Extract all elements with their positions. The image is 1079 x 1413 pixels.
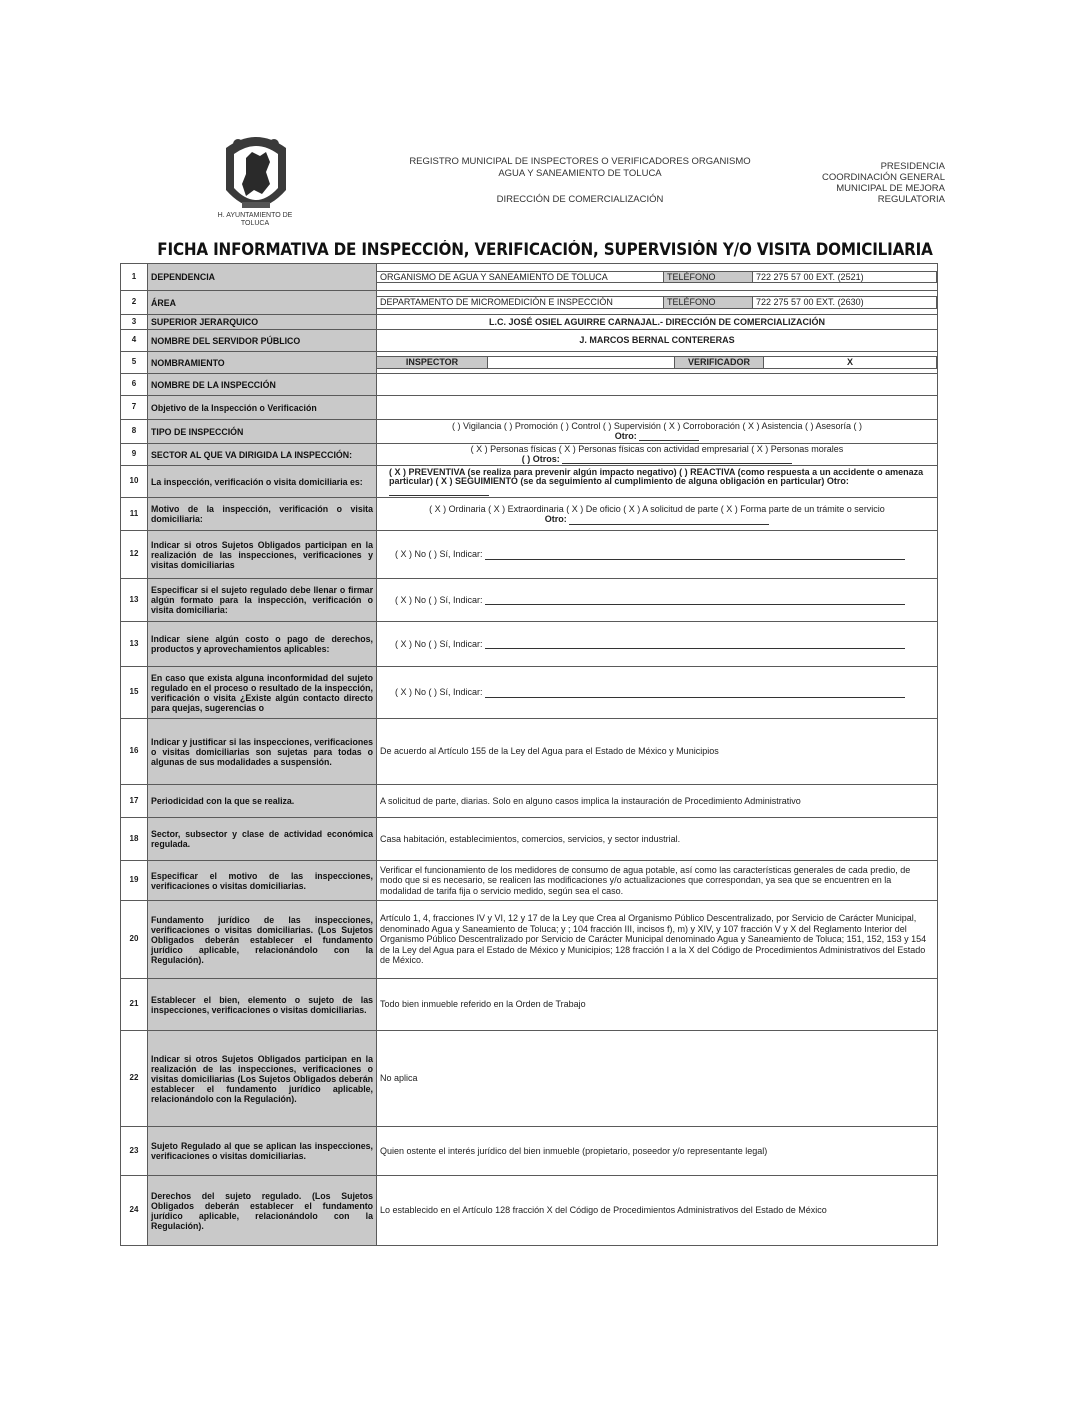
sector-other-label: ( ) Otros: bbox=[521, 454, 560, 464]
row-number: 1 bbox=[121, 264, 148, 291]
form-required-option: ( X ) No ( ) Sí, Indicar: bbox=[395, 594, 483, 605]
header-center bbox=[390, 156, 770, 206]
row-label: Motivo de la inspección, verificación o visita domiciliaria: bbox=[148, 498, 377, 531]
row-label: SECTOR AL QUE VA DIRIGIDA LA INSPECCIÓN: bbox=[148, 444, 377, 466]
form-row bbox=[121, 396, 938, 420]
document-title: FICHA INFORMATIVA DE INSPECCIÓN, VERIFICACIÓN, SUPERVISIÓN Y/O VISITA DOMICILIARIA bbox=[157, 240, 933, 259]
row-label: TIPO DE INSPECCIÓN bbox=[148, 420, 377, 444]
row-number: 2 bbox=[121, 291, 148, 315]
form-row bbox=[121, 719, 938, 785]
row-number: 10 bbox=[121, 466, 148, 498]
row-label: SUPERIOR JERARQUICO bbox=[148, 315, 377, 330]
superior-value: L.C. JOSÉ OSIEL AGUIRRE CARNAJAL.- DIRECCIÓN DE COMERCIALIZACIÓN bbox=[377, 315, 938, 330]
row-number: 24 bbox=[121, 1176, 148, 1246]
inspection-name-value bbox=[377, 374, 938, 396]
legal-basis-value: Artículo 1, 4, fracciones IV y VI, 12 y 17 de la Ley que Crea al Organismo Público Descentralizado, por Servicio de Carácter Municipal, denominado Agua y Saneamiento de Toluca; y ; 104 fracción III, incisos f), m) y XIV, y 107 fracción V y X del Reglamento Interior del Organismo Público Descentralizado por Servicio de Carácter Municipal denominado Agua y Saneamiento de Toluca; 151, 152, 153 y 154 de la Ley del Agua para el Estado de México y Municipios; 128 fracción I a la X del Código de Procedimientos Administrativos del Estado de México. bbox=[377, 901, 938, 979]
reason-value bbox=[377, 498, 938, 531]
sector-options: ( X ) Personas físicas ( X ) Personas físicas con actividad empresarial ( X ) Personas morales bbox=[470, 444, 844, 454]
form-row bbox=[121, 901, 938, 979]
row-number: 13 bbox=[121, 579, 148, 622]
header-right-line-3: MUNICIPAL DE MEJORA bbox=[836, 183, 945, 194]
row-label: La inspección, verificación o visita domiciliaria es: bbox=[148, 466, 377, 498]
inspection-form-table bbox=[120, 263, 938, 1246]
inspection-type-options: ( ) Vigilancia ( ) Promoción ( ) Control ( ) Supervisión ( X ) Corroboración ( X ) Asistencia ( ) Asesoría ( ) bbox=[452, 421, 862, 431]
row-label: Especificar el motivo de las inspecciones, verificaciones o visitas domiciliarias. bbox=[148, 861, 377, 901]
row-number: 4 bbox=[121, 330, 148, 352]
other-subjects-option: ( X ) No ( ) Sí, Indicar: bbox=[395, 549, 483, 560]
row-number: 20 bbox=[121, 901, 148, 979]
other-subjects-value bbox=[377, 531, 938, 579]
form-row bbox=[121, 315, 938, 330]
rights-value: Lo establecido en el Artículo 128 fracción X del Código de Procedimientos Administrativos del Estado de México bbox=[377, 1176, 938, 1246]
row-number: 15 bbox=[121, 667, 148, 719]
header-right-line-4: REGULATORIA bbox=[877, 194, 945, 205]
indicate-line bbox=[485, 550, 905, 560]
row-label: Especificar si el sujeto regulado debe llenar o firmar algún formato para la inspección, verificación o visita domiciliaria: bbox=[148, 579, 377, 622]
row-label: Establecer el bien, elemento o sujeto de las inspecciones, verificaciones o visitas domiciliarias. bbox=[148, 979, 377, 1031]
row-label: En caso que exista alguna inconformidad del sujeto regulado en el proceso o resultado de la inspección, verificación o visita ¿Existe algún contacto directo para quejas, sugerencias o bbox=[148, 667, 377, 719]
indicate-line bbox=[485, 639, 905, 649]
row-label: Indicar si otros Sujetos Obligados participan en la realización de las inspecciones, verificaciones y visitas domiciliarias bbox=[148, 531, 377, 579]
header-organism-line: AGUA Y SANEAMIENTO DE TOLUCA bbox=[498, 168, 662, 179]
inspection-nature-value bbox=[377, 466, 938, 498]
form-row bbox=[121, 264, 938, 291]
indicate-line bbox=[485, 688, 905, 698]
row-number: 8 bbox=[121, 420, 148, 444]
form-row bbox=[121, 291, 938, 315]
form-row bbox=[121, 498, 938, 531]
other-obligated-value: No aplica bbox=[377, 1031, 938, 1127]
header-right-line-2: COORDINACIÓN GENERAL bbox=[822, 172, 945, 183]
row-label: NOMBRE DEL SERVIDOR PÚBLICO bbox=[148, 330, 377, 352]
row-number: 23 bbox=[121, 1127, 148, 1176]
logo-caption: H. AYUNTAMIENTO DE TOLUCA bbox=[217, 212, 293, 227]
cost-value bbox=[377, 622, 938, 667]
form-row bbox=[121, 466, 938, 498]
form-row bbox=[121, 818, 938, 861]
verificador-label: VERIFICADOR bbox=[675, 357, 764, 369]
row-label: Fundamento jurídico de las inspecciones, verificaciones o visitas domiciliarias. (Los Sujetos Obligados deberán establecer el fundamento jurídico aplicable, relacionándolo con la Regulación). bbox=[148, 901, 377, 979]
other-line bbox=[389, 486, 489, 496]
row-label: ÁREA bbox=[148, 291, 377, 315]
inspection-reason-value: Verificar el funcionamiento de los medidores de consumo de agua potable, así como las características generales de cada predio, de modo que si es necesario, se realicen las modificaciones y/o actualizaciones que correspondan, ya sea que se encuentren en la modalidad de tarifa fija o servicio medido, según sea el caso. bbox=[377, 861, 938, 901]
form-row bbox=[121, 622, 938, 667]
row-number: 13 bbox=[121, 622, 148, 667]
row-label: Objetivo de la Inspección o Verificación bbox=[148, 396, 377, 420]
row-number: 22 bbox=[121, 1031, 148, 1127]
row-number: 19 bbox=[121, 861, 148, 901]
form-row bbox=[121, 420, 938, 444]
row-number: 11 bbox=[121, 498, 148, 531]
sector-value bbox=[377, 444, 938, 466]
row-value bbox=[377, 264, 938, 291]
row-label: NOMBRE DE LA INSPECCIÓN bbox=[148, 374, 377, 396]
verificador-mark: X bbox=[764, 357, 937, 369]
form-required-value bbox=[377, 579, 938, 622]
complaints-value bbox=[377, 667, 938, 719]
header-direction-line: DIRECCIÓN DE COMERCIALIZACIÓN bbox=[496, 194, 664, 205]
form-row bbox=[121, 352, 938, 374]
phone-label: TELÉFONO bbox=[664, 271, 753, 283]
form-row bbox=[121, 667, 938, 719]
header-registry-line: REGISTRO MUNICIPAL DE INSPECTORES O VERIFICADORES ORGANISMO bbox=[409, 156, 751, 167]
complaints-option: ( X ) No ( ) Sí, Indicar: bbox=[395, 687, 483, 698]
cost-option: ( X ) No ( ) Sí, Indicar: bbox=[395, 638, 483, 649]
row-number: 16 bbox=[121, 719, 148, 785]
dependency-value: ORGANISMO DE AGUA Y SANEAMIENTO DE TOLUCA bbox=[377, 271, 664, 283]
economic-sector-value: Casa habitación, establecimientos, comercios, servicios, y sector industrial. bbox=[377, 818, 938, 861]
form-row bbox=[121, 579, 938, 622]
row-label: Indicar si otros Sujetos Obligados participan en la realización de las inspecciones, verificaciones o visitas domiciliarias (Los Sujetos Obligados deberán establecer el fundamento jurídico aplicable, relacionándolo con la Regulación). bbox=[148, 1031, 377, 1127]
row-label: NOMBRAMIENTO bbox=[148, 352, 377, 374]
row-number: 5 bbox=[121, 352, 148, 374]
row-label: Periodicidad con la que se realiza. bbox=[148, 785, 377, 818]
form-row bbox=[121, 1176, 938, 1246]
header-right-line-1: PRESIDENCIA bbox=[880, 161, 945, 172]
inspection-type-other-label: Otro: bbox=[614, 431, 637, 441]
form-row bbox=[121, 374, 938, 396]
row-number: 12 bbox=[121, 531, 148, 579]
public-servant-value: J. MARCOS BERNAL CONTERERAS bbox=[377, 330, 938, 352]
inspector-mark bbox=[488, 357, 675, 369]
area-value: DEPARTAMENTO DE MICROMEDICIÓN E INSPECCIÓN bbox=[377, 297, 664, 309]
phone-value: 722 275 57 00 EXT. (2630) bbox=[753, 297, 937, 309]
form-row bbox=[121, 979, 938, 1031]
row-label: Sujeto Regulado al que se aplican las inspecciones, verificaciones o visitas domiciliarias. bbox=[148, 1127, 377, 1176]
inspection-nature-options: ( X ) PREVENTIVA (se realiza para prevenir algún impacto negativo) ( ) REACTIVA (como respuesta a un accidente o amenaza particular) ( X ) SEGUIMIENTO (se da seguimiento al cumplimiento de alguna obligación en particular) Otro: bbox=[389, 466, 924, 486]
inspection-type-value bbox=[377, 420, 938, 444]
objective-value bbox=[377, 396, 938, 420]
row-label: DEPENDENCIA bbox=[148, 264, 377, 291]
row-value bbox=[377, 291, 938, 315]
reason-options: ( X ) Ordinaria ( X ) Extraordinaria ( X ) De oficio ( X ) A solicitud de parte ( X ) Forma parte de un trámite o servicio bbox=[429, 503, 885, 514]
row-number: 18 bbox=[121, 818, 148, 861]
other-line bbox=[639, 431, 699, 441]
periodicity-value: A solicitud de parte, diarias. Solo en alguno casos implica la instauración de Procedimiento Administrativo bbox=[377, 785, 938, 818]
other-line bbox=[569, 515, 769, 525]
phone-label: TELÉFONO bbox=[664, 297, 753, 309]
form-row bbox=[121, 1127, 938, 1176]
indicate-line bbox=[485, 595, 905, 605]
row-number: 7 bbox=[121, 396, 148, 420]
header-right bbox=[800, 161, 945, 205]
row-number: 21 bbox=[121, 979, 148, 1031]
row-number: 17 bbox=[121, 785, 148, 818]
reason-other-label: Otro: bbox=[544, 514, 567, 524]
row-number: 9 bbox=[121, 444, 148, 466]
form-row bbox=[121, 785, 938, 818]
regulated-subject-value: Quien ostente el interés jurídico del bien inmueble (propietario, poseedor y/o representante legal) bbox=[377, 1127, 938, 1176]
inspector-label: INSPECTOR bbox=[377, 357, 488, 369]
row-label: Derechos del sujeto regulado. (Los Sujetos Obligados deberán establecer el fundamento jurídico aplicable, relacionándolo con la Regulación). bbox=[148, 1176, 377, 1246]
form-row bbox=[121, 330, 938, 352]
row-label: Indicar siene algún costo o pago de derechos, productos y aprovechamientos aplicables: bbox=[148, 622, 377, 667]
inspected-asset-value: Todo bien inmueble referido en la Orden de Trabajo bbox=[377, 979, 938, 1031]
suspension-value: De acuerdo al Artículo 155 de la Ley del Agua para el Estado de México y Municipios bbox=[377, 719, 938, 785]
form-row bbox=[121, 861, 938, 901]
other-line bbox=[562, 454, 792, 464]
row-label: Indicar y justificar si las inspecciones, verificaciones o visitas domiciliarias son sujetas para todas o algunas de sus modalidades a suspensión. bbox=[148, 719, 377, 785]
row-label: Sector, subsector y clase de actividad económica regulada. bbox=[148, 818, 377, 861]
row-value bbox=[377, 352, 938, 374]
form-row bbox=[121, 444, 938, 466]
form-row bbox=[121, 531, 938, 579]
row-number: 6 bbox=[121, 374, 148, 396]
phone-value: 722 275 57 00 EXT. (2521) bbox=[753, 271, 937, 283]
form-row bbox=[121, 1031, 938, 1127]
row-number: 3 bbox=[121, 315, 148, 330]
